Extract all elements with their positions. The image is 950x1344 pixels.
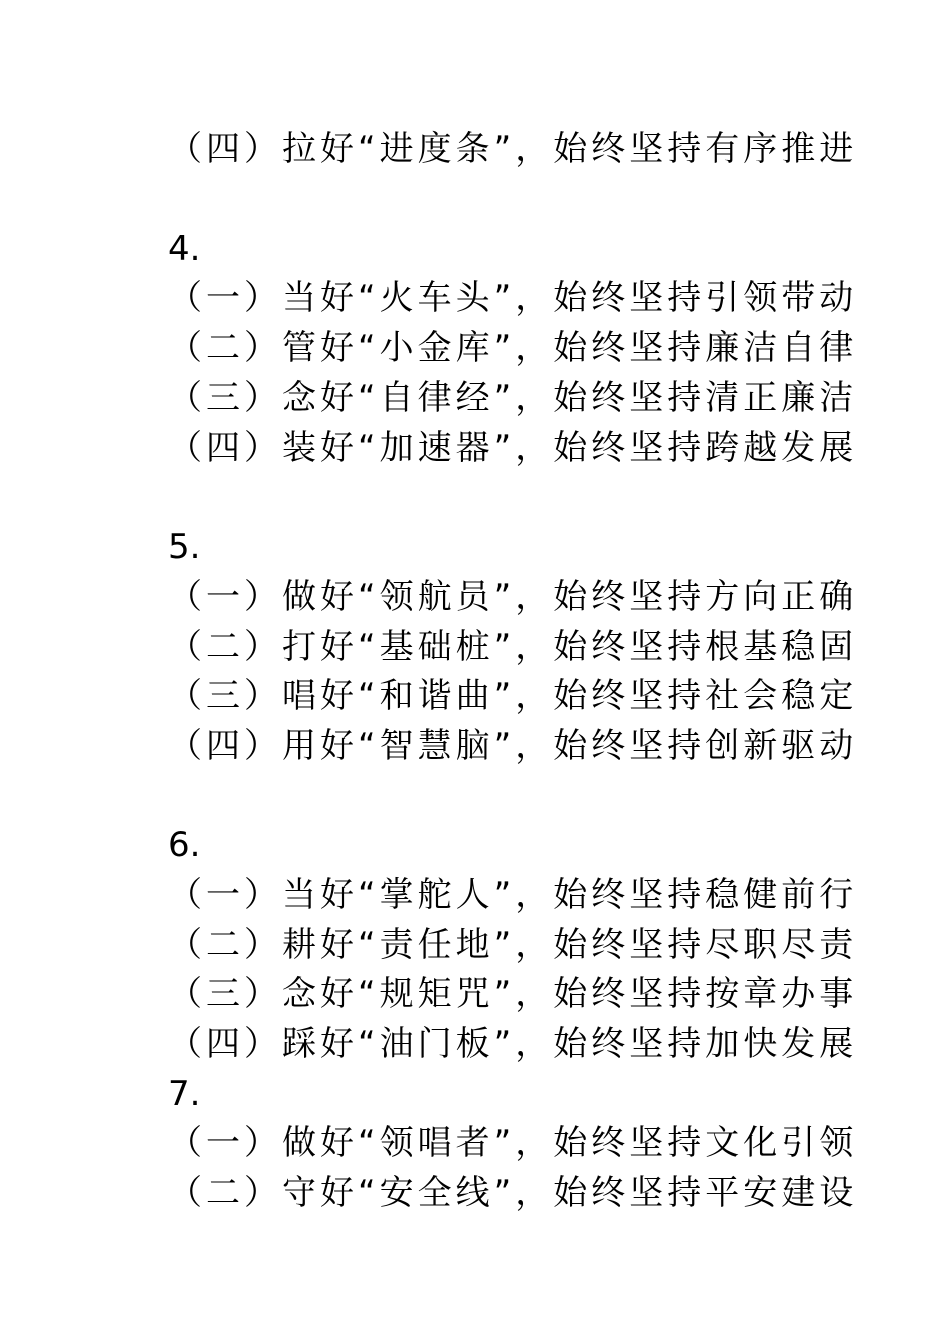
outline-item: （一）当好“掌舵人”，始终坚持稳健前行 — [168, 875, 858, 915]
outline-item: （二）管好“小金库”，始终坚持廉洁自律 — [168, 328, 858, 368]
outline-item: （四）装好“加速器”，始终坚持跨越发展 — [168, 428, 858, 468]
outline-item: （二）打好“基础桩”，始终坚持根基稳固 — [168, 627, 858, 667]
outline-item: （三）唱好“和谐曲”，始终坚持社会稳定 — [168, 676, 858, 716]
section-number: 6. — [168, 825, 201, 865]
outline-item: （二）耕好“责任地”，始终坚持尽职尽责 — [168, 925, 858, 965]
section-number: 5. — [168, 527, 201, 567]
outline-item: （一）做好“领唱者”，始终坚持文化引领 — [168, 1123, 858, 1163]
outline-item: （三）念好“规矩咒”，始终坚持按章办事 — [168, 974, 858, 1014]
outline-item: （一）做好“领航员”，始终坚持方向正确 — [168, 577, 858, 617]
outline-item: （二）守好“安全线”，始终坚持平安建设 — [168, 1173, 858, 1213]
outline-item: （四）踩好“油门板”，始终坚持加快发展 — [168, 1024, 858, 1064]
outline-item: （三）念好“自律经”，始终坚持清正廉洁 — [168, 378, 858, 418]
section-number: 7. — [168, 1074, 201, 1114]
outline-item: （四）拉好“进度条”，始终坚持有序推进 — [168, 129, 858, 169]
section-number: 4. — [168, 229, 201, 269]
outline-item: （四）用好“智慧脑”，始终坚持创新驱动 — [168, 726, 858, 766]
outline-item: （一）当好“火车头”，始终坚持引领带动 — [168, 278, 858, 318]
